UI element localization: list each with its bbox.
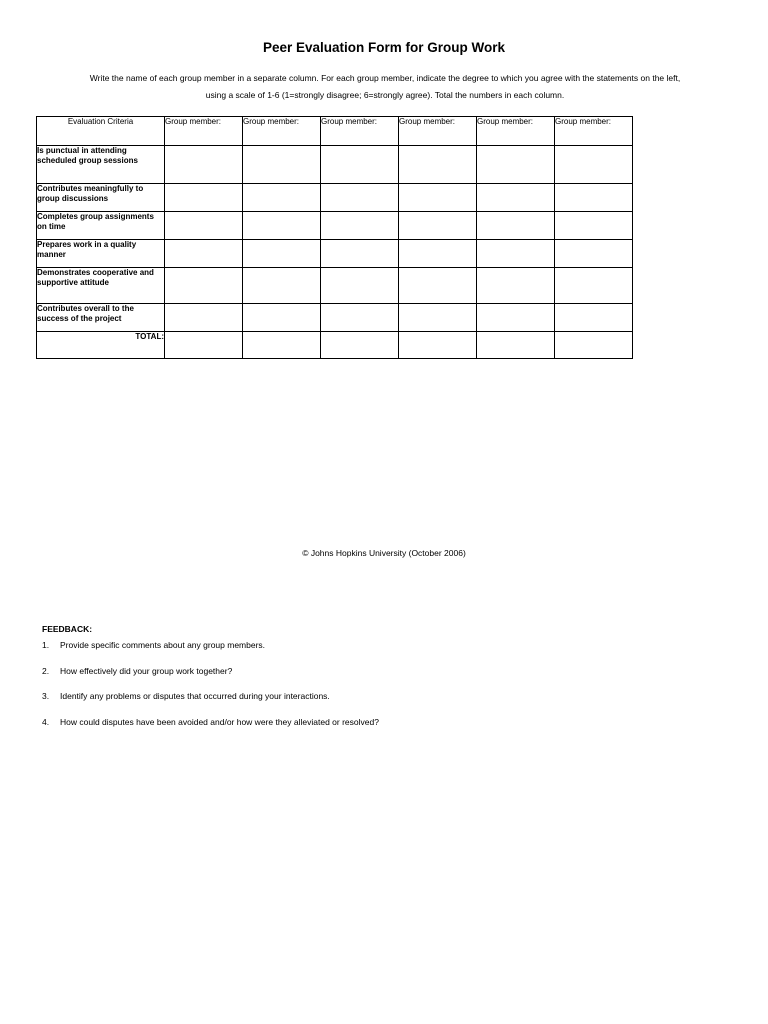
score-cell[interactable] (243, 212, 321, 240)
score-cell[interactable] (165, 268, 243, 304)
question-text: Identify any problems or disputes that occurred during your interactions. (60, 691, 330, 701)
member-header-1[interactable]: Group member: (165, 117, 243, 146)
total-label: TOTAL: (37, 332, 165, 359)
criterion-label: Contributes meaningfully to group discussions (37, 184, 165, 212)
criteria-header: Evaluation Criteria (37, 117, 165, 146)
score-cell[interactable] (477, 304, 555, 332)
member-header-2[interactable]: Group member: (243, 117, 321, 146)
feedback-label: FEEDBACK: (42, 624, 93, 634)
total-row (37, 332, 633, 359)
feedback-question (42, 666, 379, 692)
score-cell[interactable] (165, 146, 243, 184)
criteria-row (37, 184, 633, 212)
evaluation-table (36, 116, 633, 359)
instructions (60, 70, 710, 104)
member-header-3[interactable]: Group member: (321, 117, 399, 146)
criteria-row (37, 146, 633, 184)
total-cell[interactable] (477, 332, 555, 359)
criterion-label: Is punctual in attending scheduled group sessions (37, 146, 165, 184)
score-cell[interactable] (243, 146, 321, 184)
page-title: Peer Evaluation Form for Group Work (262, 40, 506, 55)
instructions-line-1: Write the name of each group member in a separate column. For each group member, indicate the degree to which you agree with the statements on the left, (89, 73, 681, 83)
feedback-section (42, 624, 379, 742)
question-text: Provide specific comments about any group members. (60, 640, 266, 650)
score-cell[interactable] (399, 212, 477, 240)
total-cell[interactable] (243, 332, 321, 359)
score-cell[interactable] (477, 146, 555, 184)
score-cell[interactable] (477, 268, 555, 304)
criteria-row (37, 304, 633, 332)
criterion-label: Prepares work in a quality manner (37, 240, 165, 268)
criterion-label: Contributes overall to the success of the project (37, 304, 165, 332)
score-cell[interactable] (321, 268, 399, 304)
question-number: 2. (42, 665, 50, 676)
score-cell[interactable] (399, 304, 477, 332)
question-text: How could disputes have been avoided and/or how were they alleviated or resolved? (60, 716, 379, 727)
question-number: 4. (42, 716, 50, 727)
feedback-question (42, 640, 379, 666)
score-cell[interactable] (399, 268, 477, 304)
score-cell[interactable] (243, 240, 321, 268)
score-cell[interactable] (555, 184, 633, 212)
feedback-question (42, 691, 379, 717)
feedback-question (42, 717, 379, 743)
score-cell[interactable] (165, 212, 243, 240)
criterion-label: Demonstrates cooperative and supportive attitude (37, 268, 165, 304)
criterion-label: Completes group assignments on time (37, 212, 165, 240)
score-cell[interactable] (399, 184, 477, 212)
score-cell[interactable] (555, 304, 633, 332)
total-cell[interactable] (555, 332, 633, 359)
score-cell[interactable] (555, 212, 633, 240)
score-cell[interactable] (321, 212, 399, 240)
total-cell[interactable] (321, 332, 399, 359)
score-cell[interactable] (477, 212, 555, 240)
score-cell[interactable] (555, 268, 633, 304)
total-cell[interactable] (399, 332, 477, 359)
member-header-5[interactable]: Group member: (477, 117, 555, 146)
member-header-4[interactable]: Group member: (399, 117, 477, 146)
score-cell[interactable] (243, 268, 321, 304)
copyright-notice: © Johns Hopkins University (October 2006) (302, 548, 466, 558)
score-cell[interactable] (321, 184, 399, 212)
score-cell[interactable] (555, 146, 633, 184)
score-cell[interactable] (555, 240, 633, 268)
score-cell[interactable] (321, 146, 399, 184)
score-cell[interactable] (399, 146, 477, 184)
total-cell[interactable] (165, 332, 243, 359)
header-row (37, 117, 633, 146)
score-cell[interactable] (243, 184, 321, 212)
question-text: How effectively did your group work together? (60, 665, 233, 676)
score-cell[interactable] (165, 304, 243, 332)
score-cell[interactable] (165, 240, 243, 268)
question-number: 1. (42, 640, 50, 650)
score-cell[interactable] (477, 240, 555, 268)
instructions-line-2: using a scale of 1-6 (1=strongly disagree; 6=strongly agree). Total the numbers in each column. (205, 90, 565, 100)
score-cell[interactable] (477, 184, 555, 212)
score-cell[interactable] (165, 184, 243, 212)
score-cell[interactable] (321, 304, 399, 332)
member-header-6[interactable]: Group member: (555, 117, 633, 146)
score-cell[interactable] (243, 304, 321, 332)
score-cell[interactable] (399, 240, 477, 268)
question-number: 3. (42, 691, 50, 701)
score-cell[interactable] (321, 240, 399, 268)
criteria-row (37, 240, 633, 268)
criteria-row (37, 268, 633, 304)
criteria-row (37, 212, 633, 240)
